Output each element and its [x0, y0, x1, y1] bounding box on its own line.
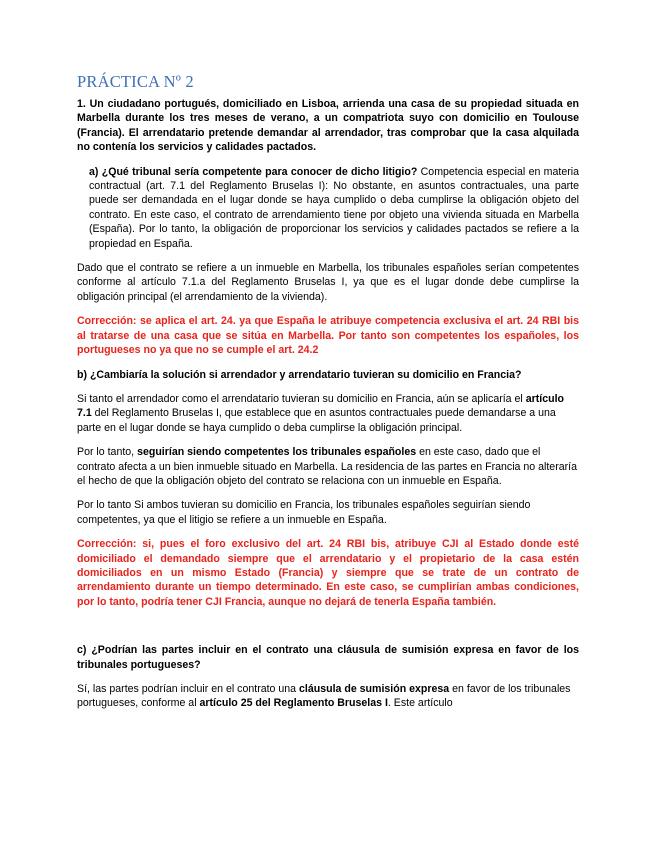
text: Por lo tanto,	[77, 446, 138, 459]
question-a: a) ¿Qué tribunal sería competente para conocer de dicho litigio?	[89, 165, 418, 178]
bold-text: cláusula de sumisión expresa	[299, 683, 450, 695]
question-c: c) ¿Podrían las partes incluir en el contrato una cláusula de sumisión expresa en favor de los tribunales portugueses?	[77, 644, 579, 671]
text: . Este artículo	[387, 697, 453, 710]
bold-text: artículo 7.1	[77, 392, 564, 420]
answer-a-text: Competencia especial en materia contractual (art. 7.1 del Reglamento Bruselas I): No obstante, en asuntos contractuales, una parte puede ser demandada en el lugar donde se haya cumplido o deba cumplirse la obligación objeto del contrato. En este caso, el contrato de arrendamiento tiene por objeto una vivienda situada en Marbella (España). Por lo tanto, la obligación de proporcionar los servicios y calidades pactados se refiere a la propiedad en España.	[89, 165, 580, 250]
answer-b-paragraph-2	[77, 445, 579, 488]
document-page	[77, 72, 579, 711]
page-title: PRÁCTICA Nº 2	[77, 72, 194, 91]
text: en este caso, dado que el contrato afecta a un bien inmueble situado en Marbella. La residencia de las partes en Francia no alteraría el hecho de que la obligación objeto del contrato se relaciona con un inmueble en España.	[77, 446, 577, 487]
answer-b-paragraph-1	[77, 392, 579, 435]
bold-text: artículo 25 del Reglamento Bruselas I	[199, 697, 388, 710]
answer-a-paragraph-2: Dado que el contrato se refiere a un inmueble en Marbella, los tribunales españoles serían competentes conforme al artículo 7.1.a del Reglamento Bruselas I, ya que es el lugar donde debe cumplirse la obligación principal (el arrendamiento de la vivienda).	[77, 262, 579, 303]
text: Si tanto el arrendador como el arrendatario tuvieran su domicilio en Francia, aún se aplicaría el	[77, 392, 526, 405]
question-b: b) ¿Cambiaría la solución si arrendador y arrendatario tuvieran su domicilio en Francia?	[77, 368, 522, 381]
text: del Reglamento Bruselas I, que establece que en asuntos contractuales puede demandarse a una parte en el lugar donde se haya cumplido o deba cumplirse la obligación principal.	[77, 407, 556, 434]
answer-a	[77, 165, 579, 251]
answer-c-paragraph-1	[77, 682, 579, 711]
text: Sí, las partes podrían incluir en el contrato una	[77, 683, 300, 695]
question-1: 1. Un ciudadano portugués, domiciliado en Lisboa, arrienda una casa de su propiedad situada en Marbella durante los tres meses de verano, a un compatriota suyo con domicilio en Toulouse (Francia). El arrendatario pretende demandar al arrendador, tras comprobar que la casa alquilada no contenía los servicios y calidades pactados.	[77, 98, 579, 154]
correction-a: Corrección: se aplica el art. 24. ya que España le atribuye competencia exclusiva el art. 24 RBI bis al tratarse de una casa que se sitúa en Marbella. Por tanto son competentes los españoles, los portugueses no ya que no se cumple el art. 24.2	[77, 315, 579, 357]
correction-b: Corrección: si, pues el foro exclusivo del art. 24 RBI bis, atribuye CJI al Estado donde esté domiciliado el demandado siempre que el arrendatario y el propietario de la casa estén domiciliados en un mismo Estado (Francia) y siempre que se trate de un contrato de arrendamiento durante un tiempo determinado. En este caso, se cumplirían ambas condiciones, por lo tanto, podría tener CJI Francia, aunque no dejará de tenerla España también.	[77, 538, 579, 608]
text: en favor de los tribunales portugueses, conforme al	[77, 683, 571, 710]
bold-text: seguirían siendo competentes los tribunales españoles	[137, 446, 417, 459]
answer-b-paragraph-3: Por lo tanto Si ambos tuvieran su domicilio en Francia, los tribunales españoles seguirían siendo competentes, ya que el litigio se refiere a un inmueble en España.	[77, 499, 531, 526]
